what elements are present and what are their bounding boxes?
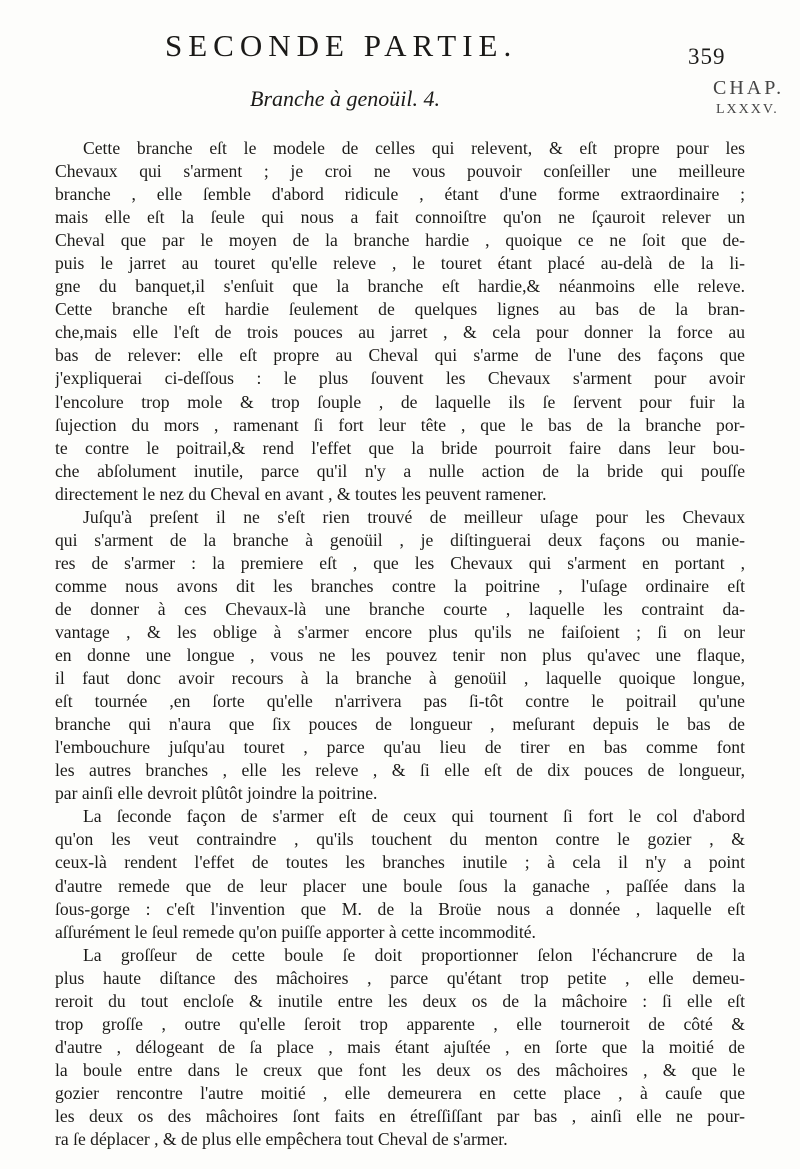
text-line: la boule entre dans le creux que font les deux os des mâchoires , & que le [55, 1059, 745, 1080]
text-line: La groſſeur de cette boule ſe doit proportionner ſelon l'échancrure de la [83, 944, 745, 965]
body-text [55, 137, 745, 1151]
text-line: ſujection du mors , ramenant ſi fort leur tête , que le bas de la branche por- [55, 414, 745, 435]
text-line: j'expliquerai ci-deſſous : le plus ſouvent les Chevaux s'arment pour avoir [55, 368, 745, 389]
page-number: 359 [688, 44, 726, 69]
text-line: che abſolument inutile, parce qu'il n'y a nulle action de la bride qui pouſſe [55, 460, 745, 481]
text-line: les deux os des mâchoires ſont faits en étreſſiſſant par bas , ainſi elle ne pour- [55, 1105, 745, 1126]
text-line: Cette branche eſt le modele de celles qui relevent, & eſt propre pour les [83, 138, 745, 158]
text-line: mais elle eſt la ſeule qui nous a fait connoiſtre qu'on ne ſçauroit relever un [55, 207, 745, 228]
text-line: reroit du tout encloſe & inutile entre les deux os de la mâchoire : ſi elle eſt [55, 990, 745, 1011]
text-line: Chevaux qui s'arment ; je croi ne vous pouvoir conſeiller une meilleure [55, 161, 745, 182]
text-line: qui s'arment de la branche à genoüil , je diſtinguerai deux façons ou manie- [55, 529, 745, 550]
paragraph [55, 506, 745, 806]
text-line: eſt tournée ,en ſorte qu'elle n'arrivera pas ſi-tôt contre le poitrail qu'une [55, 691, 745, 712]
paragraph [55, 944, 745, 1151]
text-line: che,mais elle l'eſt de trois pouces au jarret , & cela pour donner la force au [55, 322, 745, 343]
chapter-number: LXXXV. [716, 102, 779, 117]
text-line: gozier rencontre l'autre moitié , elle demeurera en cette place , à cauſe que [55, 1082, 745, 1103]
text-line: l'embouchure juſqu'au touret , parce qu'au lieu de tirer en bas comme font [55, 737, 745, 758]
text-line: La ſeconde façon de s'armer eſt de ceux qui tournent ſi fort le col d'abord [83, 806, 745, 827]
text-line: vantage , & les oblige à s'armer encore plus qu'ils ne faiſoient ; ſi on leur [55, 621, 745, 642]
text-line: branche , elle ſemble d'abord ridicule , étant d'une forme extraordinaire ; [55, 184, 745, 205]
text-line: en donne une longue , vous ne les pouvez tenir non plus qu'avec une flaque, [55, 645, 745, 666]
chapter-label: CHAP. [713, 77, 785, 99]
paragraph [55, 805, 745, 943]
text-line: te contre le poitrail,& rend l'effet que la bride pourroit faire dans leur bou- [55, 437, 745, 458]
text-line: ra ſe déplacer , & de plus elle empêchera tout Cheval de s'armer. [55, 1129, 508, 1150]
text-line: branche qui n'aura que ſix pouces de longueur , meſurant depuis le bas de [55, 714, 745, 735]
text-line: gne du banquet,il s'enſuit que la branche eſt hardie,& néanmoins elle releve. [55, 276, 745, 297]
text-line: ſous-gorge : c'eſt l'invention que M. de la Broüe nous a donnée , laquelle eſt [55, 898, 745, 919]
text-line: Juſqu'à preſent il ne s'eſt rien trouvé de meilleur uſage pour les Chevaux [83, 506, 745, 527]
text-line: de donner à ces Chevaux-là une branche courte , laquelle les contraint da- [55, 598, 745, 619]
text-line: bas de relever: elle eſt propre au Cheval qui s'arme de l'une des façons que [55, 345, 745, 366]
text-line: l'encolure trop mole & trop ſouple , de laquelle ils ſe ſervent pour fuir la [55, 391, 745, 412]
text-line: ceux-là rendent l'effet de toutes les branches inutile ; à cela il n'y a point [55, 852, 745, 873]
text-line: directement le nez du Cheval en avant , & toutes les peuvent ramener. [55, 483, 547, 504]
text-line: par ainſi elle devroit plûtôt joindre la poitrine. [55, 783, 378, 804]
text-line: puis le jarret au touret qu'elle releve , le touret étant placé au-delà de la li- [55, 253, 745, 274]
text-line: Cette branche eſt hardie ſeulement de quelques lignes au bas de la bran- [55, 299, 745, 320]
text-line: plus haute diſtance des mâchoires , parce qu'étant trop petite , elle demeu- [55, 967, 745, 988]
text-line: d'autre , délogeant de ſa place , mais étant ajuſtée , en ſorte que la moitié de [55, 1036, 745, 1057]
running-head: SECONDE PARTIE. [165, 28, 518, 63]
text-line: res de s'armer : la premiere eſt , que les Chevaux qui s'arment en portant , [55, 552, 745, 573]
text-line: Cheval que par le moyen de la branche hardie , quoique ce ne ſoit que de- [55, 230, 745, 251]
text-line: trop groſſe , outre qu'elle ſeroit trop apparente , elle tourneroit de côté & [55, 1013, 745, 1034]
text-line: qu'on les veut contraindre , qu'ils touchent du menton contre le gozier , & [55, 829, 745, 850]
text-line: aſſurément le ſeul remede qu'on puiſſe apporter à cette incommodité. [55, 921, 536, 942]
text-line: d'autre remede que de leur placer une boule ſous la ganache , paſſée dans la [55, 875, 745, 896]
section-title: Branche à genoüil. 4. [250, 86, 441, 111]
text-line: les autres branches , elle les releve , & ſi elle eſt de dix pouces de longueur, [55, 760, 745, 781]
paragraph [55, 137, 745, 506]
text-line: il faut donc avoir recours à la branche à genoüil , laquelle quoique longue, [55, 668, 745, 689]
text-line: comme nous avons dit les branches contre la poitrine , l'uſage ordinaire eſt [55, 575, 745, 596]
